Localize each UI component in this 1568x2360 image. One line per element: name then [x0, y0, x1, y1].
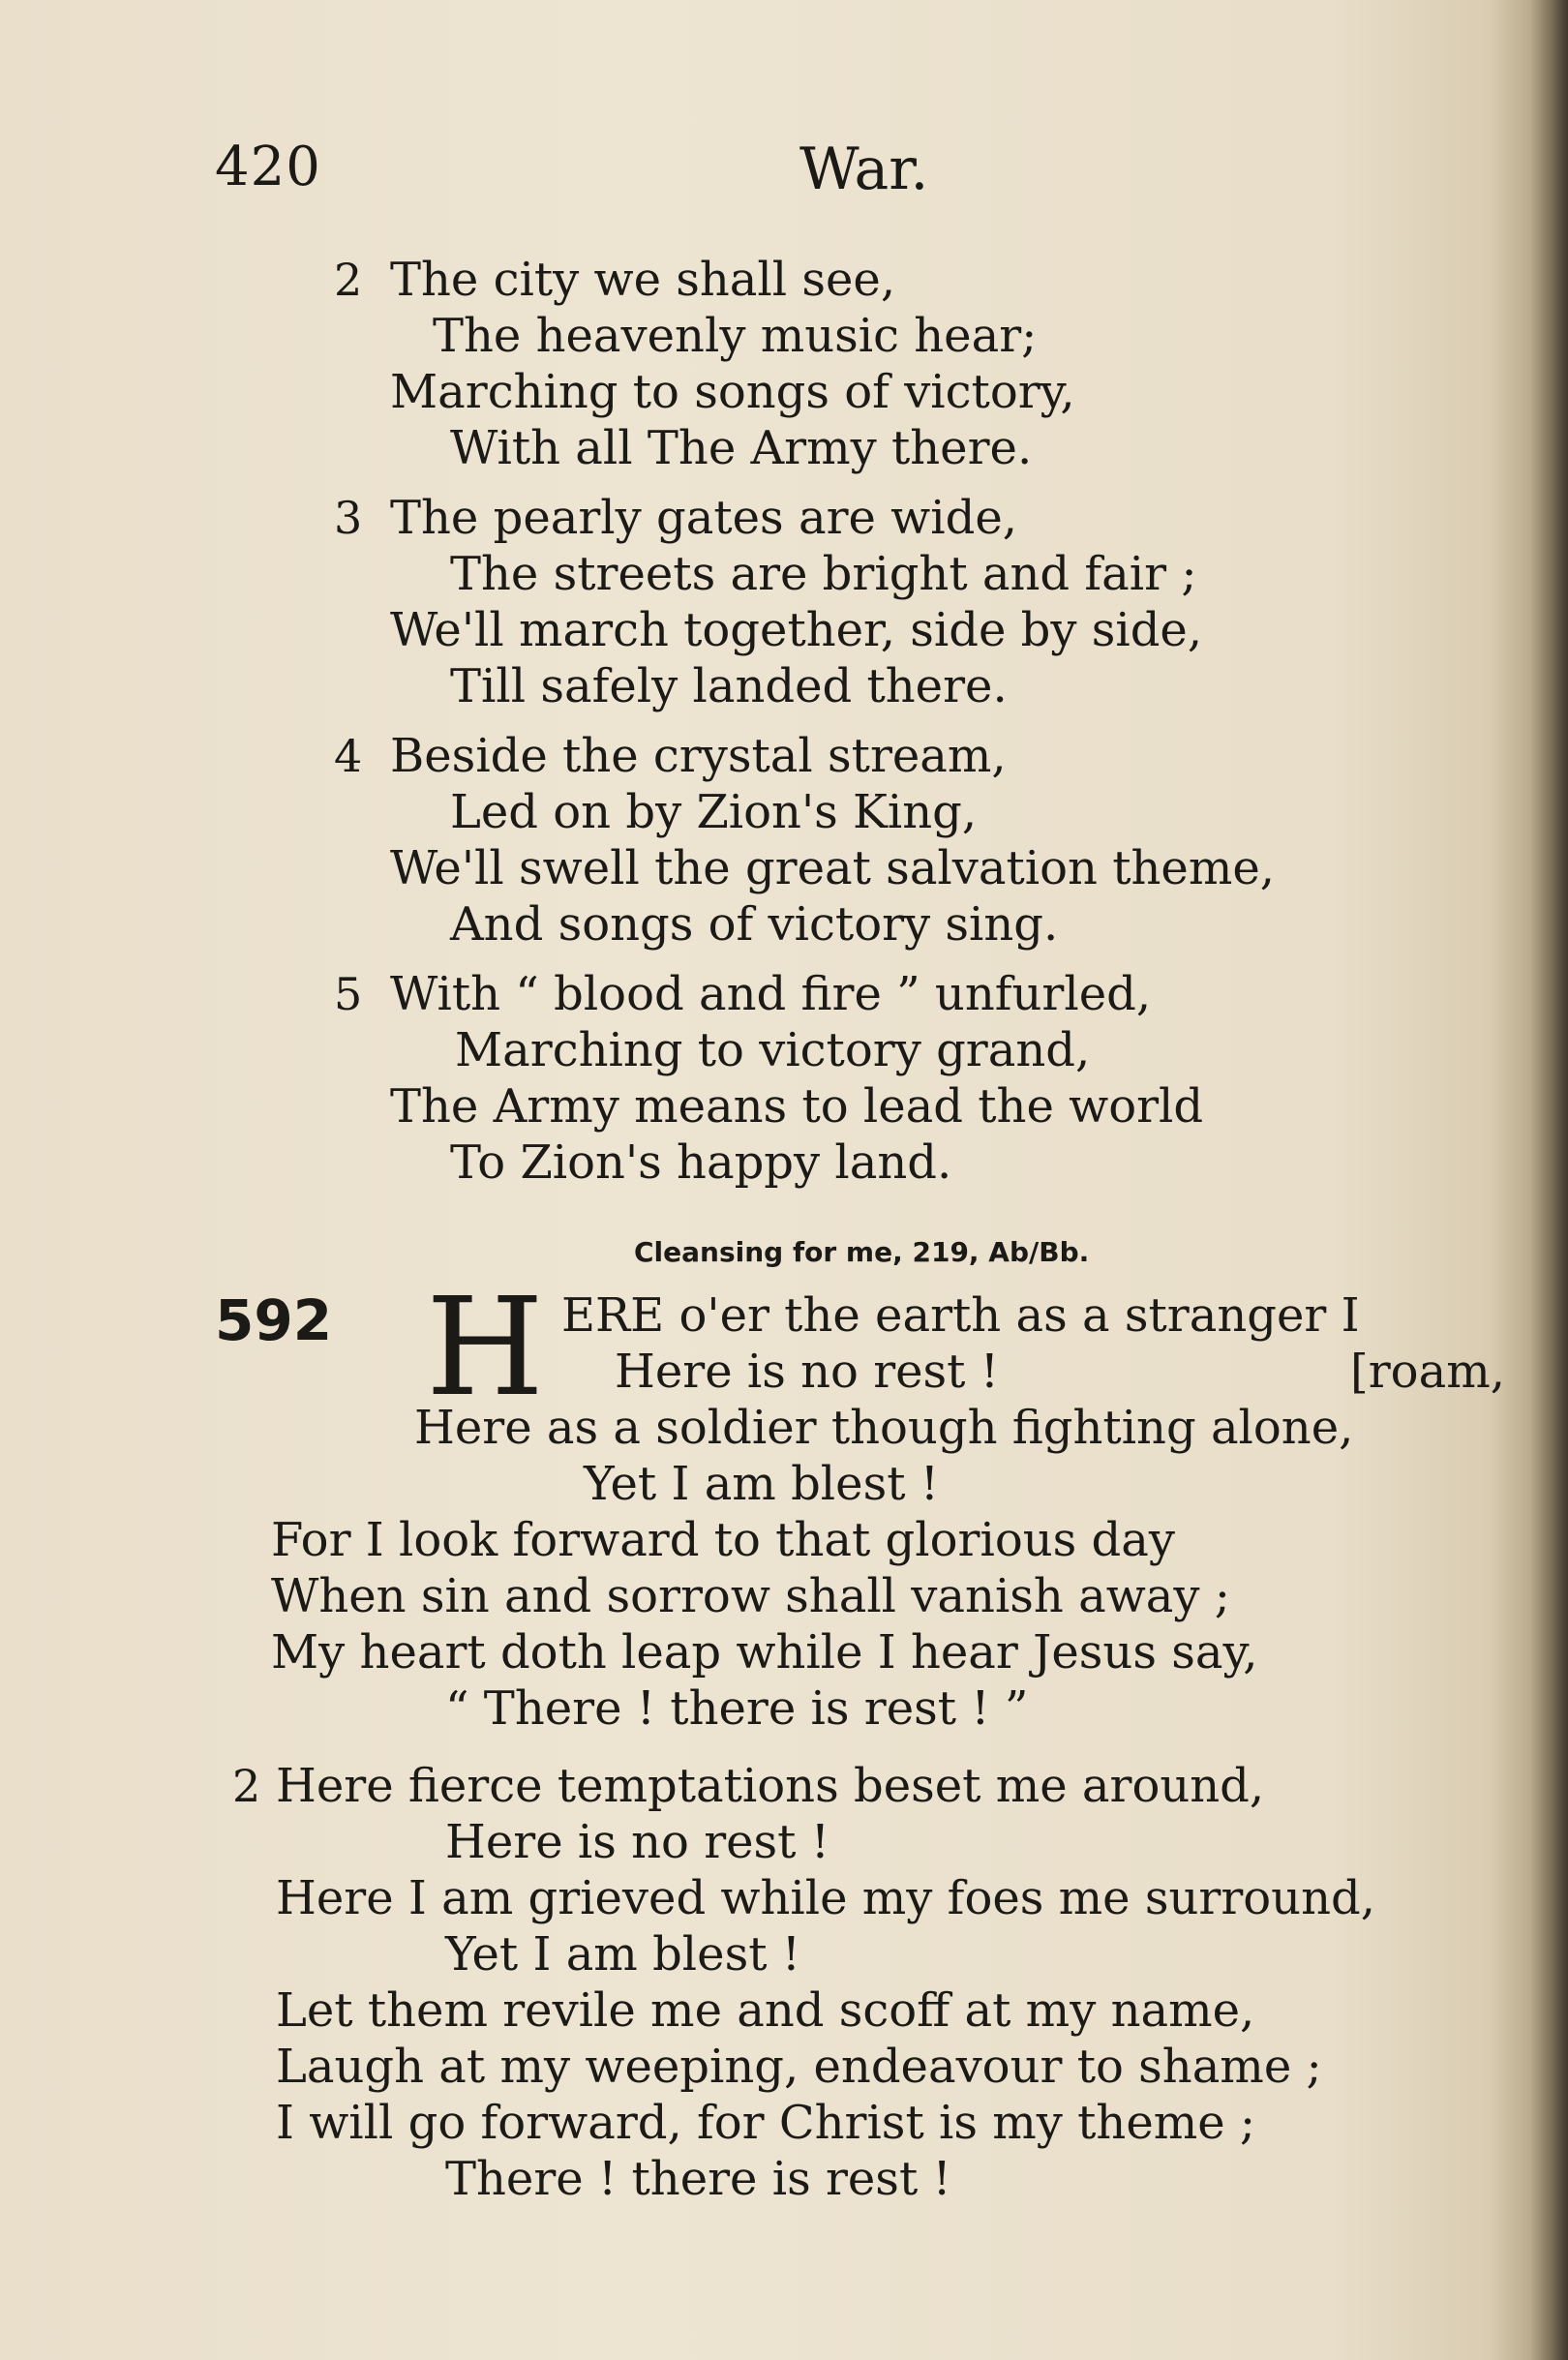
verse-line: And songs of victory sing.	[450, 897, 1059, 952]
verse-line: We'll march together, side by side,	[390, 603, 1203, 657]
verse-line: I will go forward, for Christ is my theme ;	[276, 2096, 1256, 2150]
verse-number: 2	[334, 254, 363, 306]
hymn-number: 592	[215, 1287, 333, 1353]
verse-line: The pearly gates are wide,	[390, 491, 1017, 545]
verse-line: Led on by Zion's King,	[450, 785, 978, 839]
verse-line: The streets are bright and fair ;	[450, 547, 1197, 601]
verse-line: Yet I am blest !	[445, 1927, 801, 1982]
verse-line: The Army means to lead the world	[390, 1079, 1204, 1134]
drop-cap: H	[426, 1269, 545, 1427]
running-title: War.	[799, 136, 929, 203]
verse-line: Laugh at my weeping, endeavour to shame ;	[276, 2040, 1322, 2094]
verse-line: Here is no rest !	[615, 1345, 1000, 1399]
page-header	[0, 136, 1568, 213]
verse-line: Let them revile me and scoff at my name,	[276, 1983, 1255, 2038]
verse-line: Here fierce temptations beset me around,	[276, 1759, 1265, 1813]
verse-line: When sin and sorrow shall vanish away ;	[271, 1569, 1230, 1623]
verse-line: We'll swell the great salvation theme,	[390, 841, 1276, 895]
verse-line: Till safely landed there.	[450, 659, 1008, 713]
verse-line: My heart doth leap while I hear Jesus say,	[271, 1625, 1258, 1679]
verse-line: ERE o'er the earth as a stranger I	[561, 1288, 1360, 1343]
verse-line: With “ blood and fire ” unfurled,	[390, 967, 1152, 1021]
verse-number: 5	[334, 968, 363, 1020]
page-number: 420	[215, 136, 321, 198]
verse-line: Here I am grieved while my foes me surround,	[276, 1871, 1375, 1925]
verse-line: For I look forward to that glorious day	[271, 1513, 1175, 1567]
verse-line: The city we shall see,	[390, 253, 896, 307]
verse-line: Yet I am blest !	[584, 1457, 940, 1511]
verse-line: To Zion's happy land.	[450, 1135, 952, 1190]
line-wrap-continuation: [roam,	[1350, 1345, 1505, 1399]
verse-line: With all The Army there.	[450, 421, 1033, 475]
verse-line: The heavenly music hear;	[433, 309, 1038, 363]
verse-line: Here as a soldier though fighting alone,	[414, 1401, 1354, 1455]
verse-line: There ! there is rest !	[445, 2152, 951, 2206]
verse-line: Here is no rest !	[445, 1815, 830, 1869]
verse-line: “ There ! there is rest ! ”	[445, 1681, 1029, 1736]
verse-number: 2	[232, 1760, 261, 1812]
page-binding-shadow	[1529, 0, 1568, 2360]
verse-line: Marching to victory grand,	[455, 1023, 1091, 1077]
verse-number: 4	[334, 730, 363, 782]
verse-line: Marching to songs of victory,	[390, 365, 1075, 419]
verse-line: Beside the crystal stream,	[390, 729, 1007, 783]
tune-reference: Cleansing for me, 219, Ab/Bb.	[634, 1236, 1090, 1268]
verse-number: 3	[334, 492, 363, 544]
